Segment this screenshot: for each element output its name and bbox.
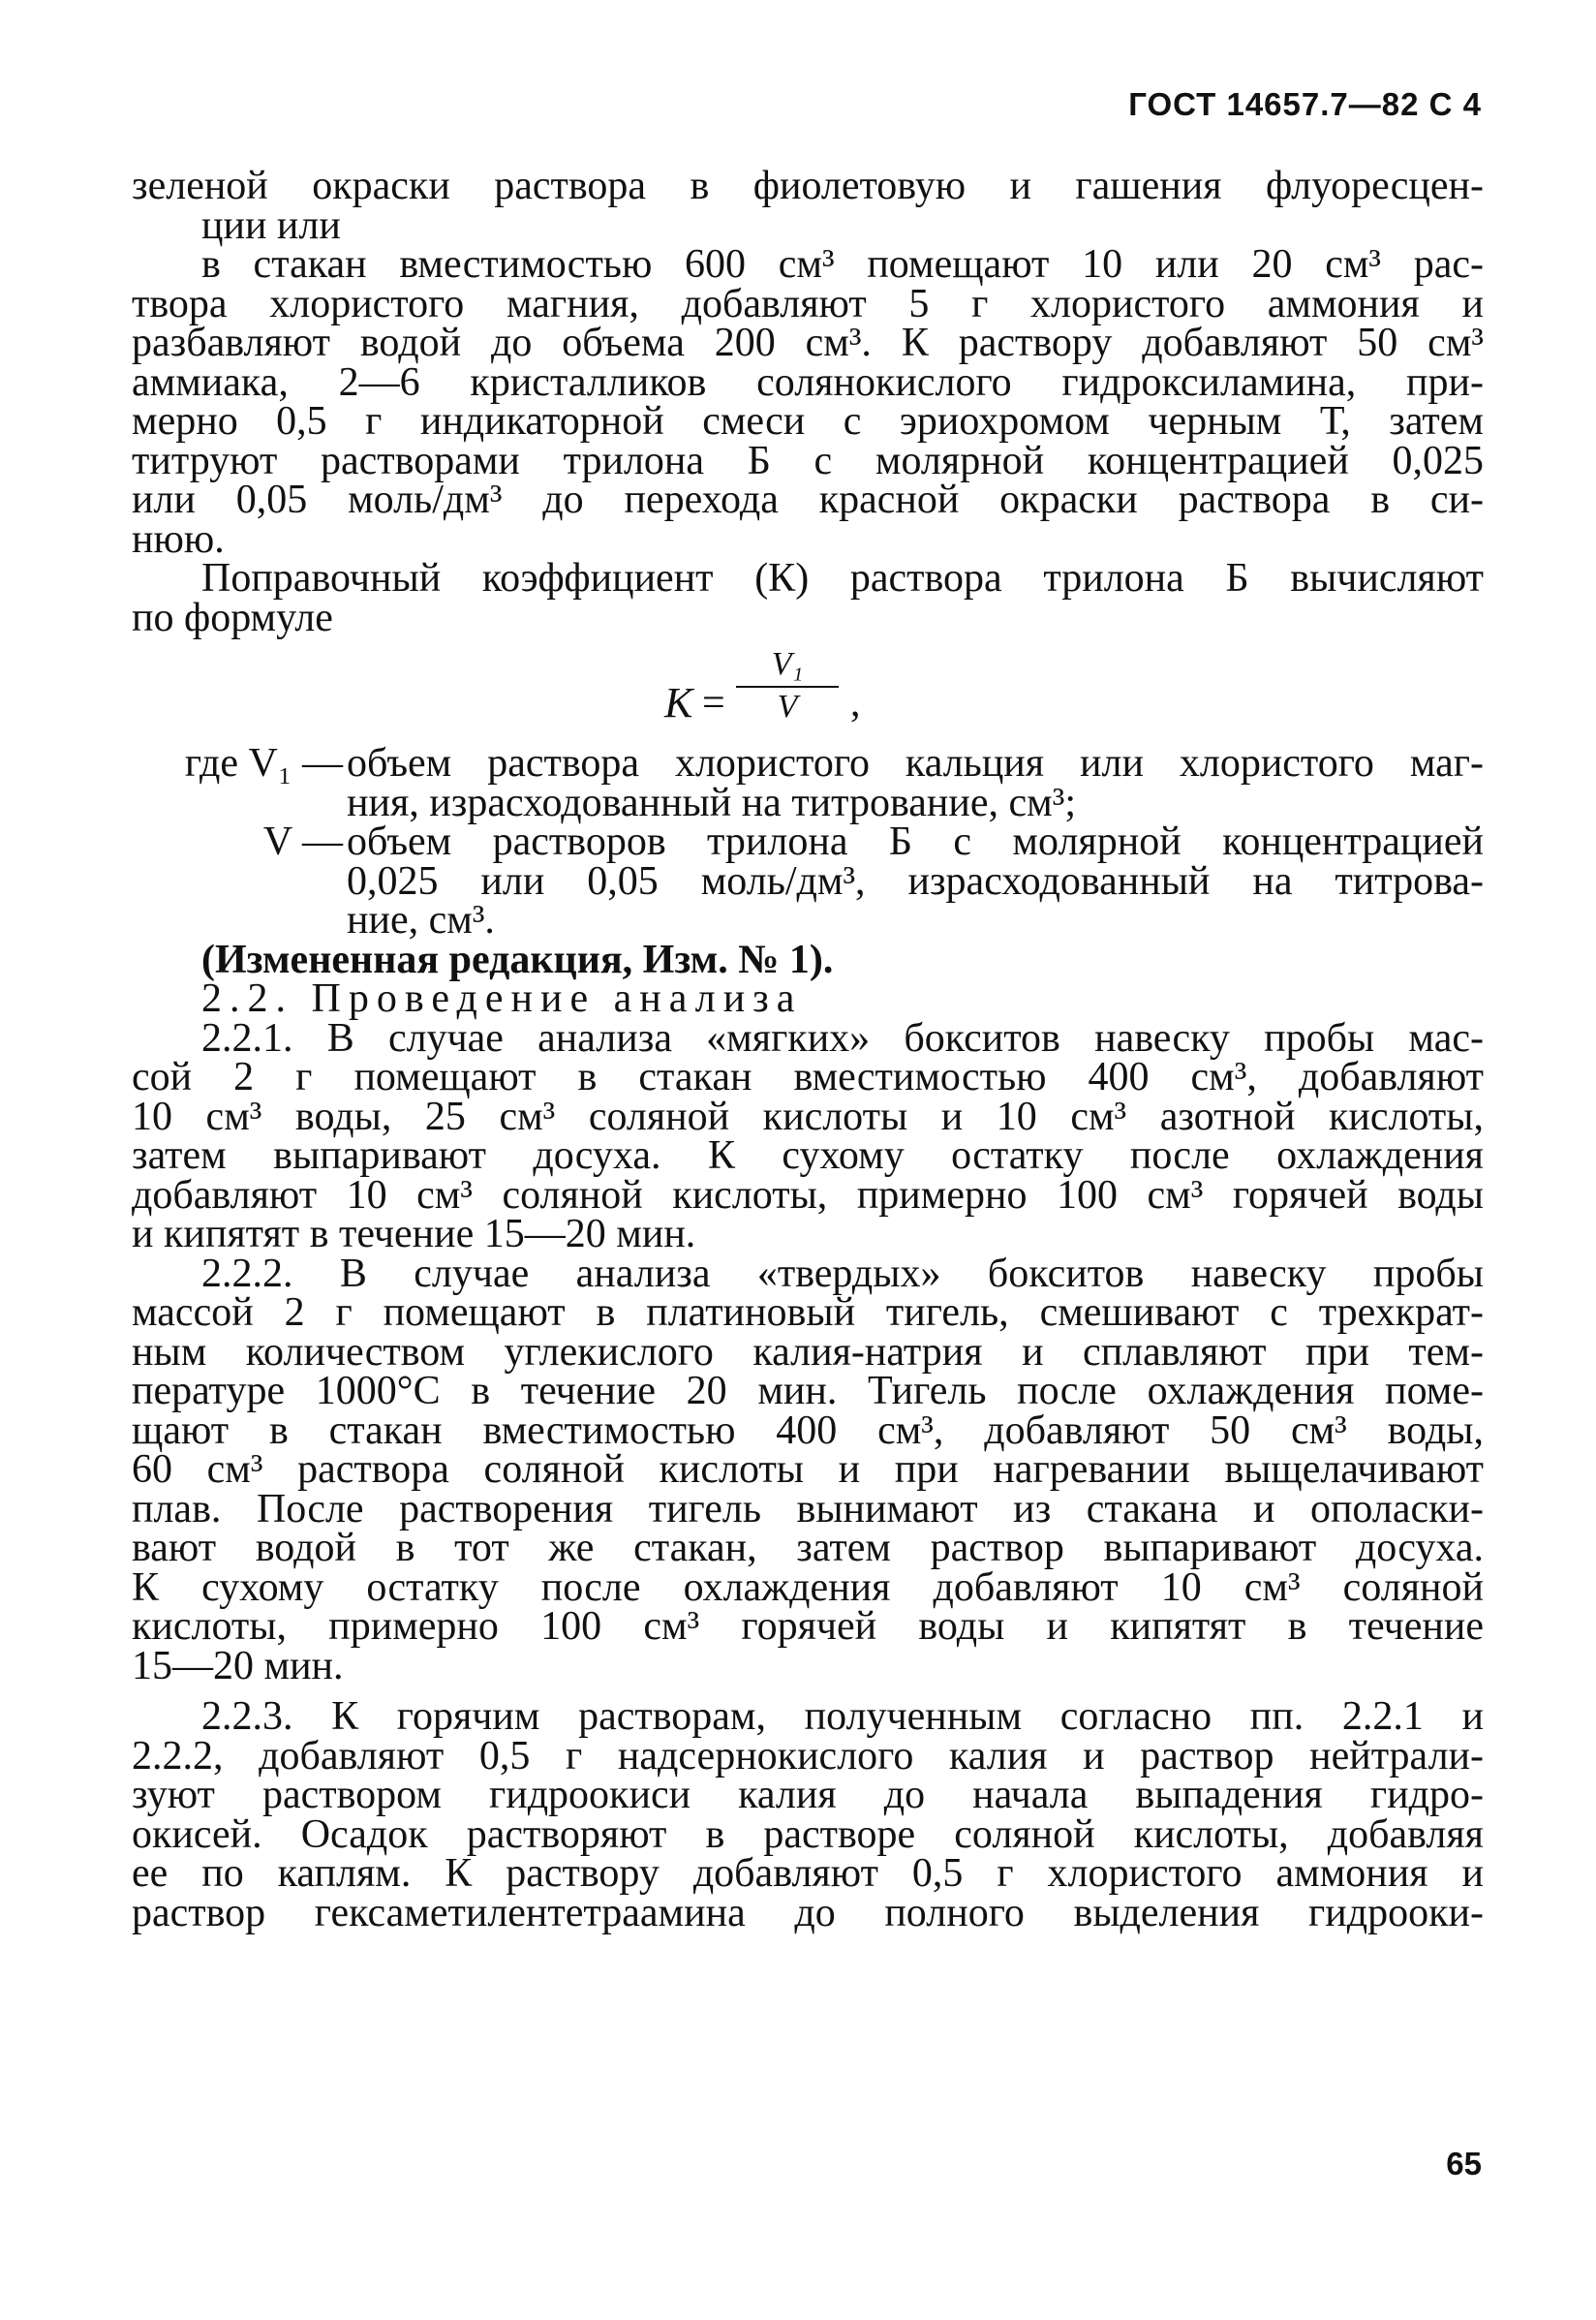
text-line: титруют растворами трилона Б с молярной концентрацией 0,025 — [132, 438, 1484, 483]
paragraph-magnesium — [132, 242, 1484, 562]
text-line: ным количеством углекислого калия-натрия и сплавляют при тем- — [132, 1329, 1484, 1375]
text-line: аммиака, 2—6 кристалликов солянокислого гидроксиламина, при- — [132, 359, 1484, 405]
text-line: 2.2.1. В случае анализа «мягких» бокситов навеску пробы мас- — [201, 1015, 1484, 1061]
text-line: нюю. — [132, 516, 225, 562]
text-line: зуют раствором гидроокиси калия до начала выпадения гидро- — [132, 1773, 1484, 1817]
text-line: 60 см³ раствора соляной кислоты и при нагревании выщелачивают — [132, 1447, 1484, 1492]
text-line: ее по каплям. К раствору добавляют 0,5 г хлористого аммония и — [132, 1851, 1484, 1896]
formula-denominator: V — [777, 689, 798, 725]
formula-tail: , — [850, 681, 861, 726]
edit-note: (Измененная редакция, Изм. № 1). — [201, 937, 834, 982]
section-heading: 2.2. Проведение анализа — [201, 976, 803, 1021]
text-line: затем выпаривают досуха. К сухому остатку после охлаждения — [132, 1133, 1484, 1178]
text-line: в стакан вместимостью 600 см³ помещают 10 или 20 см³ рас- — [201, 242, 1484, 287]
text-line: по формуле — [132, 595, 333, 640]
text-line: 2.2.2. В случае анализа «твердых» бокситов навеску пробы — [201, 1251, 1484, 1296]
paragraph-2-2-2 — [132, 1251, 1484, 1688]
paragraph-2-2-3 — [132, 1694, 1484, 1935]
text-line: объем растворов трилона Б с молярной концентрацией — [347, 820, 1484, 864]
text-line: твора хлористого магния, добавляют 5 г хлористого аммония и — [132, 281, 1484, 326]
text-line: и кипятят в течение 15—20 мин. — [132, 1212, 696, 1256]
text-line: добавляют 10 см³ соляной кислоты, примерно 100 см³ горячей воды — [132, 1172, 1484, 1218]
paragraph-coefficient — [132, 556, 1484, 640]
text-line: Поправочный коэффициент (К) раствора трилона Б вычисляют — [201, 556, 1484, 601]
text-line: щают в стакан вместимостью 400 см³, добавляют 50 см³ воды, — [132, 1407, 1484, 1453]
text-line: объем раствора хлористого кальция или хлористого маг- — [347, 741, 1484, 786]
text-line: зеленой окраски раствора в фиолетовую и гашения флуоресцен- — [132, 164, 1484, 208]
paragraph-intro — [132, 164, 1484, 248]
text-line: или 0,05 моль/дм³ до перехода красной окраски раствора в си- — [132, 478, 1484, 522]
text-line: массой 2 г помещают в платиновый тигель, смешивают с трехкрат- — [132, 1290, 1484, 1335]
text-line: мерно 0,5 г индикаторной смеси с эриохромом черным Т, затем — [132, 399, 1484, 444]
standard-header: ГОСТ 14657.7—82 С 4 — [1128, 86, 1482, 122]
text-line: ции или — [201, 202, 341, 248]
text-line: 2.2.3. К горячим растворам, полученным согласно пп. 2.2.1 и — [201, 1694, 1484, 1739]
paragraph-2-2-1 — [132, 1015, 1484, 1256]
text-line: кислоты, примерно 100 см³ горячей воды и кипятят в течение — [132, 1604, 1484, 1649]
text-line: плав. После растворения тигель вынимают из стакана и ополаски- — [132, 1486, 1484, 1531]
definition-text — [347, 822, 1484, 941]
text-line: пературе 1000°С в течение 20 мин. Тигель после охлаждения поме- — [132, 1369, 1484, 1413]
text-line: окисей. Осадок растворяют в растворе соляной кислоты, добавляя — [132, 1811, 1484, 1857]
text-line: ние, см³. — [347, 898, 495, 943]
text-line: 2.2.2, добавляют 0,5 г надсернокислого калия и раствор нейтрали- — [132, 1733, 1484, 1779]
formula-fraction — [736, 645, 839, 727]
text-line: разбавляют водой до объема 200 см³. К раствору добавляют 50 см³ — [132, 321, 1484, 365]
variable-definitions — [132, 741, 1484, 943]
text-line: 10 см³ воды, 25 см³ соляной кислоты и 10 см³ азотной кислоты, — [132, 1094, 1484, 1139]
text-line: раствор гексаметилентетраамина до полного выделения гидрооки- — [132, 1890, 1484, 1935]
formula-numerator: V₁ — [771, 646, 804, 682]
formula — [132, 645, 1484, 738]
formula-lhs: K — [664, 679, 693, 727]
definition-text — [347, 741, 1484, 825]
text-line: 15—20 мин. — [132, 1643, 344, 1688]
page-body — [132, 164, 1484, 1935]
definition-row — [132, 822, 1484, 941]
page-number: 65 — [1446, 2146, 1482, 2181]
text-line: 0,025 или 0,05 моль/дм³, израсходованный на титрова- — [347, 858, 1484, 904]
definition-row — [132, 741, 1484, 825]
text-line: ния, израсходованный на титрование, см³; — [347, 780, 1077, 825]
text-line: вают водой в тот же стакан, затем раствор выпаривают досуха. — [132, 1526, 1484, 1570]
formula-equals: = — [702, 681, 725, 726]
definition-label: где V₁ — — [184, 741, 343, 786]
definition-label: V — — [262, 820, 343, 864]
text-line: К сухому остатку после охлаждения добавляют 10 см³ соляной — [132, 1564, 1484, 1610]
text-line: сой 2 г помещают в стакан вместимостью 400 см³, добавляют — [132, 1055, 1484, 1099]
